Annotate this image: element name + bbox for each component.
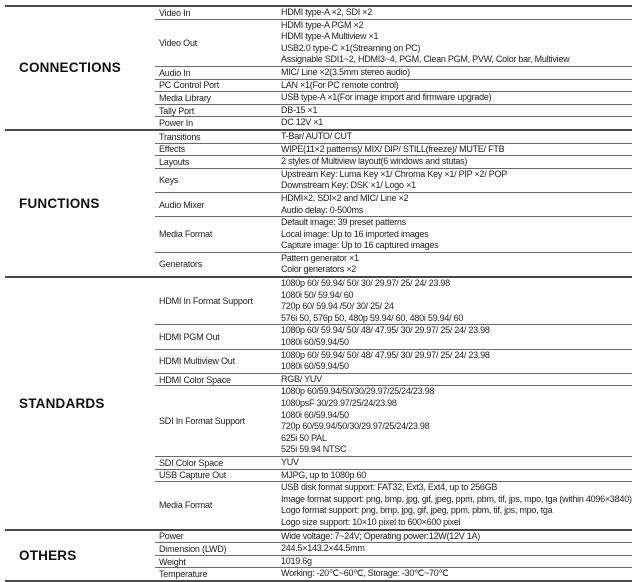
spec-value: Downstream Key: DSK ×1/ Logo ×1 <box>281 180 416 191</box>
spec-label: HDMI Multiview Out <box>159 356 235 367</box>
spec-label: Media Library <box>159 92 211 103</box>
spec-value: 576i 50, 576p 50, 480p 59.94/ 60, 480i 59.94/ 60 <box>281 312 464 323</box>
spec-value: Audio delay: 0-500ms <box>281 204 364 215</box>
spec-value: 1080i 60/59.94/50 <box>281 409 349 420</box>
spec-label: Dimension (LWD) <box>159 543 227 554</box>
section-standards <box>5 276 632 528</box>
section-rows <box>155 278 632 528</box>
spec-value: 525i 59.94 NTSC <box>281 444 347 455</box>
spec-value: HDMI type-A Multiview ×1 <box>281 31 379 42</box>
spec-value: Logo size support: 10×10 pixel to 600×600 pixel <box>281 516 461 527</box>
spec-row <box>155 168 632 192</box>
spec-value: 625i 50 PAL <box>281 432 327 443</box>
spec-row <box>155 66 632 79</box>
spec-label: Power In <box>159 118 193 129</box>
spec-label: Transitions <box>159 131 201 142</box>
section-rows <box>155 531 632 580</box>
section-connections <box>5 5 632 129</box>
spec-value: HDMI type-A ×2, SDI ×2 <box>281 7 373 17</box>
spec-values <box>281 253 632 276</box>
spec-row <box>155 19 632 66</box>
spec-label: Media Format <box>159 500 213 511</box>
spec-row <box>155 278 632 324</box>
spec-value: 1080p 60/ 59.94/ 50/ 48/ 47.95/ 30/ 29.97/ 25/ 24/ 23.98 <box>281 349 490 360</box>
spec-values <box>281 117 632 129</box>
spec-row <box>155 542 632 555</box>
spec-values <box>281 457 632 469</box>
spec-value: 2 styles of Multiview layout(6 windows and stutas) <box>281 156 468 167</box>
spec-values <box>281 325 632 348</box>
spec-row <box>155 531 632 543</box>
spec-values <box>281 80 632 92</box>
spec-value: 1080i 50/ 59.94/ 60 <box>281 289 354 300</box>
spec-values <box>281 543 632 555</box>
spec-label: Layouts <box>159 156 190 167</box>
spec-row <box>155 456 632 469</box>
section-rows <box>155 7 632 129</box>
spec-label: Audio In <box>159 67 191 78</box>
spec-value: USB2.0 type-C ×1(Streaming on PC) <box>281 42 421 53</box>
spec-values <box>281 278 632 324</box>
section-title: FUNCTIONS <box>19 196 100 211</box>
spec-row <box>155 143 632 156</box>
spec-values <box>281 482 632 528</box>
spec-value: Default image: 39 preset patterns <box>281 217 406 228</box>
section-title: OTHERS <box>19 547 77 563</box>
spec-value: YUV <box>281 456 299 467</box>
spec-value: 1080p 60/ 59.94/ 50/ 48/ 47.95/ 30/ 29.97/ 25/ 24/ 23.98 <box>281 325 490 336</box>
spec-label: Video In <box>159 7 191 18</box>
spec-value: Color generators ×2 <box>281 264 357 275</box>
spec-row <box>155 469 632 482</box>
spec-values <box>281 568 632 580</box>
spec-label: Audio Mixer <box>159 199 205 210</box>
spec-value: 1080i 60/59.94/50 <box>281 337 349 348</box>
spec-row <box>155 481 632 528</box>
spec-value: Logo format support: png, bmp, jpg, gif, jpeg, ppm, pbm, tif, jps, mpo, tga <box>281 505 553 516</box>
spec-value: DC 12V ×1 <box>281 117 324 128</box>
spec-row <box>155 7 632 19</box>
spec-value: DB-15 ×1 <box>281 104 318 115</box>
spec-value: Capture image: Up to 16 captured images <box>281 240 439 251</box>
spec-label: Tally Port <box>159 105 195 116</box>
spec-row <box>155 216 632 252</box>
spec-row <box>155 116 632 129</box>
spec-values <box>281 67 632 79</box>
spec-value: Assignable SDI1~2, HDMI3~4, PGM, Clean PGM, PVW, Color bar, Multiview <box>281 54 570 65</box>
spec-values <box>281 374 632 386</box>
spec-values <box>281 144 632 156</box>
spec-value: 1019.6g <box>281 555 312 566</box>
spec-value: USB disk format support: FAT32, Ext3, Ext4, up to 256GB <box>281 482 498 493</box>
spec-value: T-Bar/ AUTO/ CUT <box>281 130 352 141</box>
spec-value: Upstream Key: Luma Key ×1/ Chroma Key ×1/ PIP ×2/ POP <box>281 168 507 179</box>
spec-values <box>281 156 632 168</box>
spec-row <box>155 91 632 104</box>
section-functions <box>5 129 632 276</box>
spec-values <box>281 105 632 117</box>
spec-values <box>281 531 632 543</box>
spec-value: 720p 60/59.94/50/30/29.97/25/24/23.98 <box>281 421 430 432</box>
spec-value: 1080i 60/59.94/50 <box>281 361 349 372</box>
spec-row <box>155 155 632 168</box>
spec-row <box>155 349 632 373</box>
spec-row <box>155 385 632 456</box>
spec-value: USB type-A ×1(For image import and firmware upgrade) <box>281 92 492 103</box>
spec-label: Power <box>159 531 184 542</box>
spec-table <box>5 5 632 582</box>
spec-row <box>155 79 632 92</box>
spec-value: RGB/ YUV <box>281 373 322 384</box>
section-title: STANDARDS <box>19 395 105 411</box>
spec-values <box>281 193 632 216</box>
spec-value: MJPG, up to 1080p 60 <box>281 469 367 480</box>
spec-values <box>281 20 632 66</box>
spec-value: Wide voltage: 7~24V; Operating power:12W(12V 1A) <box>281 530 481 541</box>
spec-values <box>281 386 632 456</box>
spec-label: SDI Color Space <box>159 457 224 468</box>
spec-label: HDMI Color Space <box>159 374 231 385</box>
spec-values <box>281 169 632 192</box>
spec-label: Weight <box>159 556 186 567</box>
spec-value: Local image: Up to 16 imported images <box>281 228 429 239</box>
section-title: CONNECTIONS <box>19 60 121 76</box>
spec-label: PC Control Port <box>159 80 220 91</box>
spec-values <box>281 92 632 104</box>
spec-label: SDI In Format Support <box>159 416 245 427</box>
spec-value: LAN ×1(For PC remote control) <box>281 79 399 90</box>
spec-value: Image format support: png, bmp, jpg, gif, jpeg, ppm, pbm, tif, jps, mpo, tga (within 4096×3840) <box>281 493 632 504</box>
spec-row <box>155 324 632 348</box>
spec-values <box>281 470 632 482</box>
spec-values <box>281 7 632 19</box>
spec-label: Temperature <box>159 569 208 580</box>
spec-value: 244.5×143.2×44.5mm <box>281 543 365 554</box>
spec-label: HDMI In Format Support <box>159 296 253 307</box>
section-others <box>5 529 632 582</box>
spec-value: HDMI type-A PGM ×2 <box>281 19 364 30</box>
spec-value: 1080psF 30/29.97/25/24/23.98 <box>281 398 397 408</box>
spec-values <box>281 131 632 143</box>
spec-row <box>155 567 632 580</box>
spec-label: Media Format <box>159 229 213 240</box>
spec-value: 1080p 60/59.94/50/30/29.97/25/24/23.98 <box>281 386 435 397</box>
spec-value: Pattern generator ×1 <box>281 252 359 263</box>
section-rows <box>155 131 632 276</box>
spec-row <box>155 104 632 117</box>
spec-value: Working: -20℃~60℃, Storage: -30℃~70℃ <box>281 568 449 579</box>
spec-values <box>281 217 632 252</box>
spec-row <box>155 555 632 568</box>
spec-values <box>281 350 632 373</box>
spec-label: HDMI PGM Out <box>159 332 220 343</box>
spec-value: WIPE(11×2 patterns)/ MIX/ DIP/ STILL(freeze)/ MUTE/ FTB <box>281 143 505 154</box>
spec-values <box>281 556 632 568</box>
spec-value: MIC/ Line ×2(3.5mm stereo audio) <box>281 66 410 77</box>
spec-label: Effects <box>159 144 185 155</box>
spec-value: HDMI×2, SDI×2 and MIC/ Line ×2 <box>281 192 409 203</box>
spec-label: Generators <box>159 259 203 270</box>
spec-label: Keys <box>159 175 179 186</box>
spec-row <box>155 252 632 276</box>
spec-value: 720p 60/ 59.94 /50/ 30/ 25/ 24 <box>281 301 394 312</box>
spec-label: Video Out <box>159 37 198 48</box>
spec-row <box>155 192 632 216</box>
spec-row <box>155 373 632 386</box>
spec-row <box>155 131 632 143</box>
spec-value: 1080p 60/ 59.94/ 50/ 30/ 29.97/ 25/ 24/ 23.98 <box>281 278 450 289</box>
spec-label: USB Capture Out <box>159 470 227 481</box>
